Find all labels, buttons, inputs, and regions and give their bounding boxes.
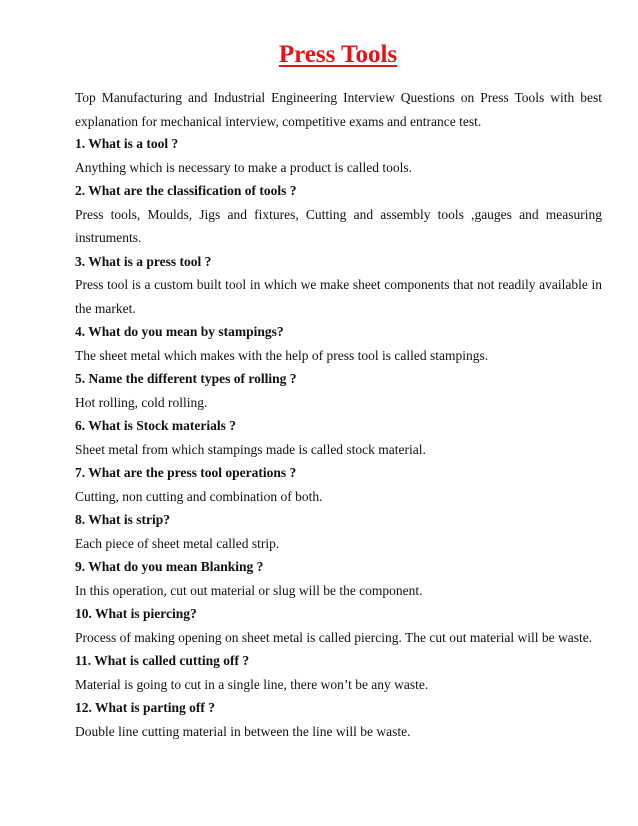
question: 8. What is strip? <box>75 512 171 527</box>
question: 9. What do you mean Blanking ? <box>75 559 264 574</box>
question: 12. What is parting off ? <box>75 700 216 715</box>
question: 10. What is piercing? <box>75 606 197 621</box>
answer: Press tool is a custom built tool in which we make sheet components that not readily available in the market. <box>75 277 602 316</box>
answer: In this operation, cut out material or slug will be the component. <box>75 582 423 598</box>
qa-item <box>75 602 602 649</box>
answer: Each piece of sheet metal called strip. <box>75 535 280 551</box>
answer: Double line cutting material in between the line will be waste. <box>75 723 411 739</box>
answer: Press tools, Moulds, Jigs and fixtures, Cutting and assembly tools ,gauges and measuring instruments. <box>75 206 602 245</box>
qa-list <box>75 132 602 743</box>
qa-item <box>75 367 602 414</box>
qa-item <box>75 461 602 508</box>
question: 7. What are the press tool operations ? <box>75 465 297 480</box>
qa-item <box>75 179 602 250</box>
answer: Hot rolling, cold rolling. <box>75 394 208 410</box>
question: 5. Name the different types of rolling ? <box>75 371 297 386</box>
qa-item <box>75 555 602 602</box>
qa-item <box>75 320 602 367</box>
qa-item <box>75 250 602 321</box>
question: 1. What is a tool ? <box>75 136 179 151</box>
qa-item <box>75 508 602 555</box>
qa-item <box>75 696 602 743</box>
answer: Sheet metal from which stampings made is called stock material. <box>75 441 426 457</box>
answer: Anything which is necessary to make a product is called tools. <box>75 159 413 175</box>
question: 4. What do you mean by stampings? <box>75 324 284 339</box>
question: 6. What is Stock materials ? <box>75 418 236 433</box>
answer: Cutting, non cutting and combination of both. <box>75 488 323 504</box>
qa-item <box>75 132 602 179</box>
qa-item <box>75 414 602 461</box>
answer: Material is going to cut in a single line, there won’t be any waste. <box>75 676 429 692</box>
intro-paragraph: Top Manufacturing and Industrial Engineering Interview Questions on Press Tools with best explanation for mechanical interview, competitive exams and entrance test. <box>75 90 602 129</box>
question: 2. What are the classification of tools ? <box>75 183 297 198</box>
answer: The sheet metal which makes with the help of press tool is called stampings. <box>75 347 489 363</box>
page-title: Press Tools <box>278 41 398 68</box>
question: 11. What is called cutting off ? <box>75 653 250 668</box>
answer: Process of making opening on sheet metal is called piercing. The cut out material will be waste. <box>75 629 593 645</box>
qa-item <box>75 649 602 696</box>
question: 3. What is a press tool ? <box>75 253 212 269</box>
